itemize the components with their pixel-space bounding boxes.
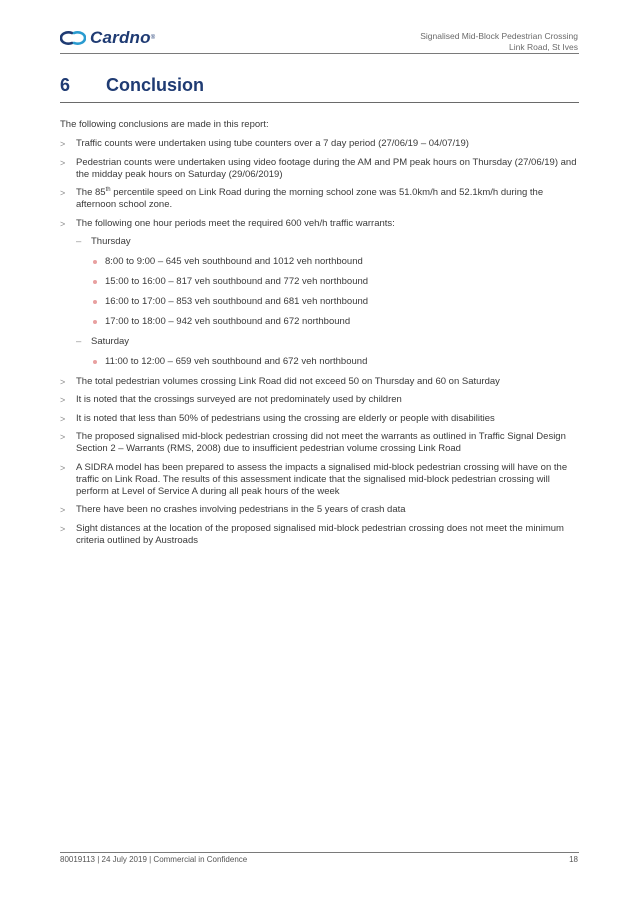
list-item-text: Sight distances at the location of the proposed signalised mid-block pedestrian crossing does not meet the minimum criteria outlined by Austroads <box>76 522 564 546</box>
chevron-right-marker: > <box>60 188 66 198</box>
chevron-right-marker: > <box>60 376 66 387</box>
period-item-text: 15:00 to 16:00 – 817 veh southbound and 772 veh northbound <box>105 275 369 287</box>
chevron-right-marker: > <box>60 395 66 405</box>
period-item-text: 17:00 to 18:00 – 942 veh southbound and 672 northbound <box>105 315 351 327</box>
period-item-text: 16:00 to 17:00 – 853 veh southbound and 681 veh northbound <box>105 295 369 307</box>
list-item <box>60 504 578 516</box>
dash-marker: – <box>76 235 82 247</box>
chevron-right-marker: > <box>60 462 66 473</box>
period-items <box>91 356 578 368</box>
list-item-text: It is noted that less than 50% of pedestrians using the crossing are elderly or people with disabilities <box>76 412 495 424</box>
list-item <box>60 187 578 211</box>
period-day: Saturday <box>91 335 130 347</box>
chevron-right-marker: > <box>60 413 66 424</box>
chevron-right-marker: > <box>60 432 66 442</box>
header-divider <box>60 53 579 54</box>
document-body <box>60 119 578 553</box>
period-items <box>91 256 578 328</box>
section-number: 6 <box>60 75 71 95</box>
footer-divider <box>60 852 579 853</box>
period-day-item <box>76 336 578 368</box>
chevron-right-marker: > <box>60 523 66 534</box>
period-item-text: 11:00 to 12:00 – 659 veh southbound and 672 veh northbound <box>105 355 368 367</box>
dash-marker: – <box>76 335 82 347</box>
list-item-text: The proposed signalised mid-block pedestrian crossing did not meet the warrants as outlined in Traffic Signal Design Section 2 – Warrants (RMS, 2008) due to insufficient pedestrian volume crossing Link Road <box>76 431 566 454</box>
document-location: Link Road, St Ives <box>509 42 578 52</box>
period-item-text: 8:00 to 9:00 – 645 veh southbound and 1012 veh northbound <box>105 255 363 267</box>
period-day: Thursday <box>91 235 131 247</box>
list-item <box>60 462 578 498</box>
document-title: Signalised Mid-Block Pedestrian Crossing <box>420 31 578 41</box>
dot-marker <box>93 260 97 264</box>
list-item <box>60 376 578 388</box>
chevron-right-marker: > <box>60 218 66 229</box>
list-item-text: A SIDRA model has been prepared to assess the impacts a signalised mid-block pedestrian crossing will have on the traffic on Link Road. The results of this assessment indicate that the signalised mid-block pedestrian crossing will perform at Level of Service A during all peak hours of the week <box>76 461 568 497</box>
period-item <box>91 296 578 308</box>
period-item <box>91 316 578 328</box>
list-item-text: It is noted that the crossings surveyed are not predominately used by children <box>76 394 402 405</box>
chevron-right-marker: > <box>60 505 66 515</box>
dot-marker <box>93 300 97 304</box>
intro-paragraph: The following conclusions are made in this report: <box>60 119 269 130</box>
list-item-text-part: The 85 <box>76 187 106 198</box>
list-item <box>60 523 578 547</box>
list-item <box>60 218 578 368</box>
list-item-text: The following one hour periods meet the required 600 veh/h traffic warrants: <box>76 217 395 229</box>
dot-marker <box>93 320 97 324</box>
heading-divider <box>60 102 579 103</box>
section-title: Conclusion <box>106 75 204 95</box>
cardno-wave-logo-icon <box>60 31 86 45</box>
list-item-text <box>76 187 543 210</box>
list-item-text: The total pedestrian volumes crossing Link Road did not exceed 50 on Thursday and 60 on Saturday <box>76 375 500 387</box>
dot-marker <box>93 280 97 284</box>
list-item-text: There have been no crashes involving pedestrians in the 5 years of crash data <box>76 504 406 515</box>
logo-text: Cardno <box>90 28 151 47</box>
period-list <box>76 236 578 368</box>
list-item <box>60 157 578 181</box>
list-item <box>60 413 578 425</box>
period-item <box>91 276 578 288</box>
period-day-item <box>76 236 578 328</box>
ordinal-suffix: th <box>105 186 111 193</box>
list-item-text-part: percentile speed on Link Road during the morning school zone was 51.0km/h and 52.1km/h during the afternoon school zone. <box>76 187 544 210</box>
footer-info: 80019113 | 24 July 2019 | Commercial in Confidence <box>60 855 248 864</box>
cardno-logo <box>60 27 155 49</box>
list-item <box>60 138 578 150</box>
list-item-text: Traffic counts were undertaken using tube counters over a 7 day period (27/06/19 – 04/07/19) <box>76 138 469 149</box>
list-item <box>60 394 578 406</box>
document-header <box>420 31 578 53</box>
period-item <box>91 256 578 268</box>
period-item <box>91 356 578 368</box>
chevron-right-marker: > <box>60 157 66 168</box>
list-item <box>60 431 578 455</box>
conclusion-list <box>60 138 578 547</box>
chevron-right-marker: > <box>60 139 66 149</box>
dot-marker <box>93 360 97 364</box>
logo-registered-mark: ® <box>150 35 156 41</box>
section-heading <box>60 75 204 96</box>
list-item-text: Pedestrian counts were undertaken using video footage during the AM and PM peak hours on Thursday (27/06/19) and the midday peak hours on Saturday (29/06/2019) <box>76 156 577 180</box>
page-number: 18 <box>569 855 578 864</box>
